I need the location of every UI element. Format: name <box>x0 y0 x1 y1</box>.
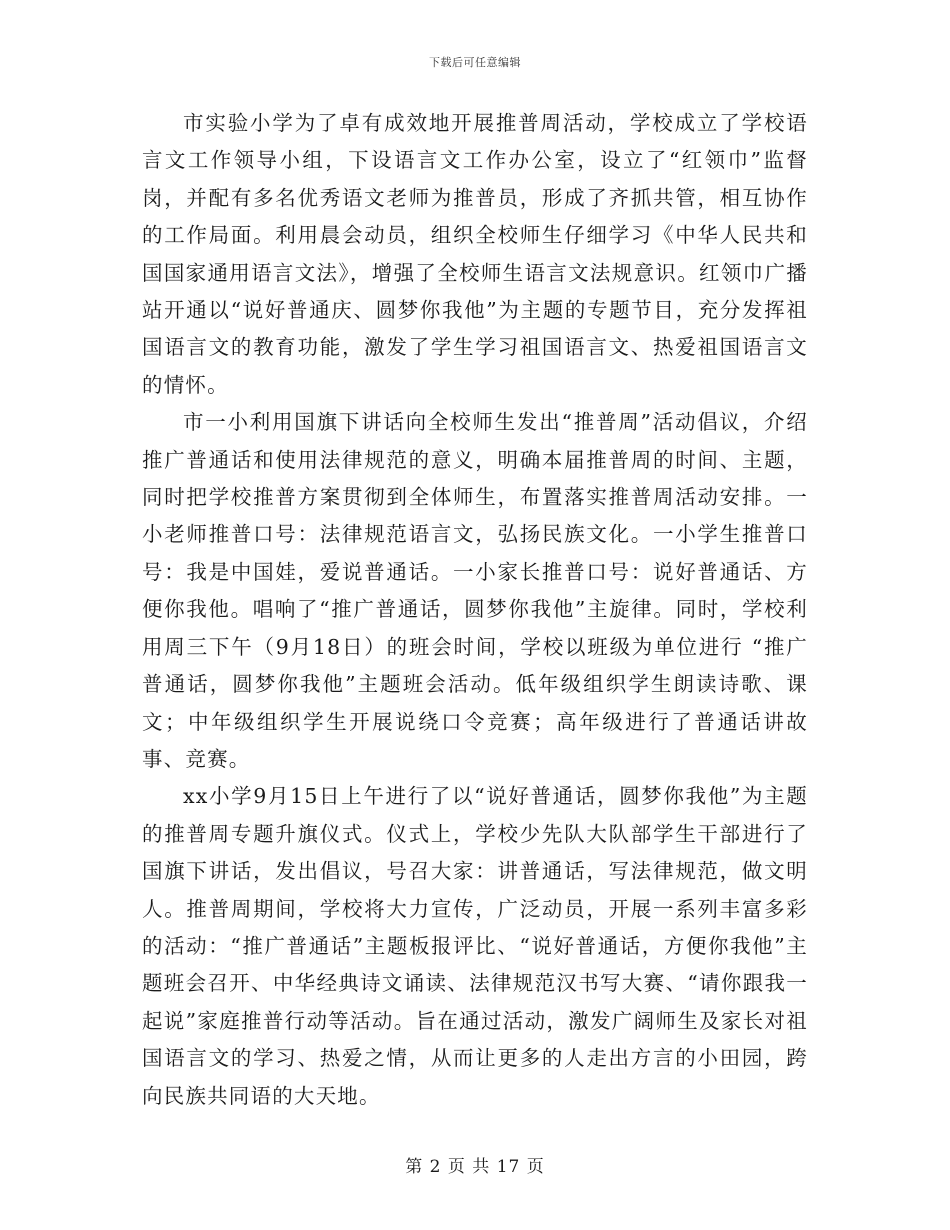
paragraph-3: xx小学9月15日上午进行了以“说好普通话，圆梦你我他”为主题的推普周专题升旗仪式。仪式上，学校少先队大队部学生干部进行了国旗下讲话，发出倡议，号召大家：讲普通话，写法律规范，做文明人。推普周期间，学校将大力宣传，广泛动员，开展一系列丰富多彩的活动：“推广普通话”主题板报评比、“说好普通话，方便你我他”主题班会召开、中华经典诗文诵读、法律规范汉书写大赛、“请你跟我一起说”家庭推普行动等活动。旨在通过活动，激发广阔师生及家长对祖国语言文的学习、热爱之情，从而让更多的人走出方言的小田园，跨向民族共同语的大天地。 <box>142 784 808 1108</box>
page-header: 下载后可任意编辑 <box>429 56 521 69</box>
paragraph-1: 市实验小学为了卓有成效地开展推普周活动，学校成立了学校语言文工作领导小组，下设语言文工作办公室，设立了“红领巾”监督岗，并配有多名优秀语文老师为推普员，形成了齐抓共管，相互协作的工作局面。利用晨会动员，组织全校师生仔细学习《中华人民共和国国家通用语言文法》，增强了全校师生语言文法规意识。红领巾广播站开通以“说好普通庆、圆梦你我他”为主题的专题节目，充分发挥祖国语言文的教育功能，激发了学生学习祖国语言文、热爱祖国语言文的情怀。 <box>142 111 808 397</box>
paragraph-2: 市一小利用国旗下讲话向全校师生发出“推普周”活动倡议，介绍推广普通话和使用法律规范的意义，明确本届推普周的时间、主题，同时把学校推普方案贯彻到全体师生，布置落实推普周活动安排。一小老师推普口号：法律规范语言文，弘扬民族文化。一小学生推普口号：我是中国娃，爱说普通话。一小家长推普口号：说好普通话、方便你我他。唱响了“推广普通话，圆梦你我他”主旋律。同时，学校利用周三下午（9月18日）的班会时间，学校以班级为单位进行 “推广普通话，圆梦你我他”主题班会活动。低年级组织学生朗读诗歌、课文；中年级组织学生开展说绕口令竞赛；高年级进行了普通话讲故事、竞赛。 <box>142 410 808 771</box>
page-number-footer: 第 2 页 共 17 页 <box>405 1157 545 1177</box>
document-body <box>142 105 808 1115</box>
